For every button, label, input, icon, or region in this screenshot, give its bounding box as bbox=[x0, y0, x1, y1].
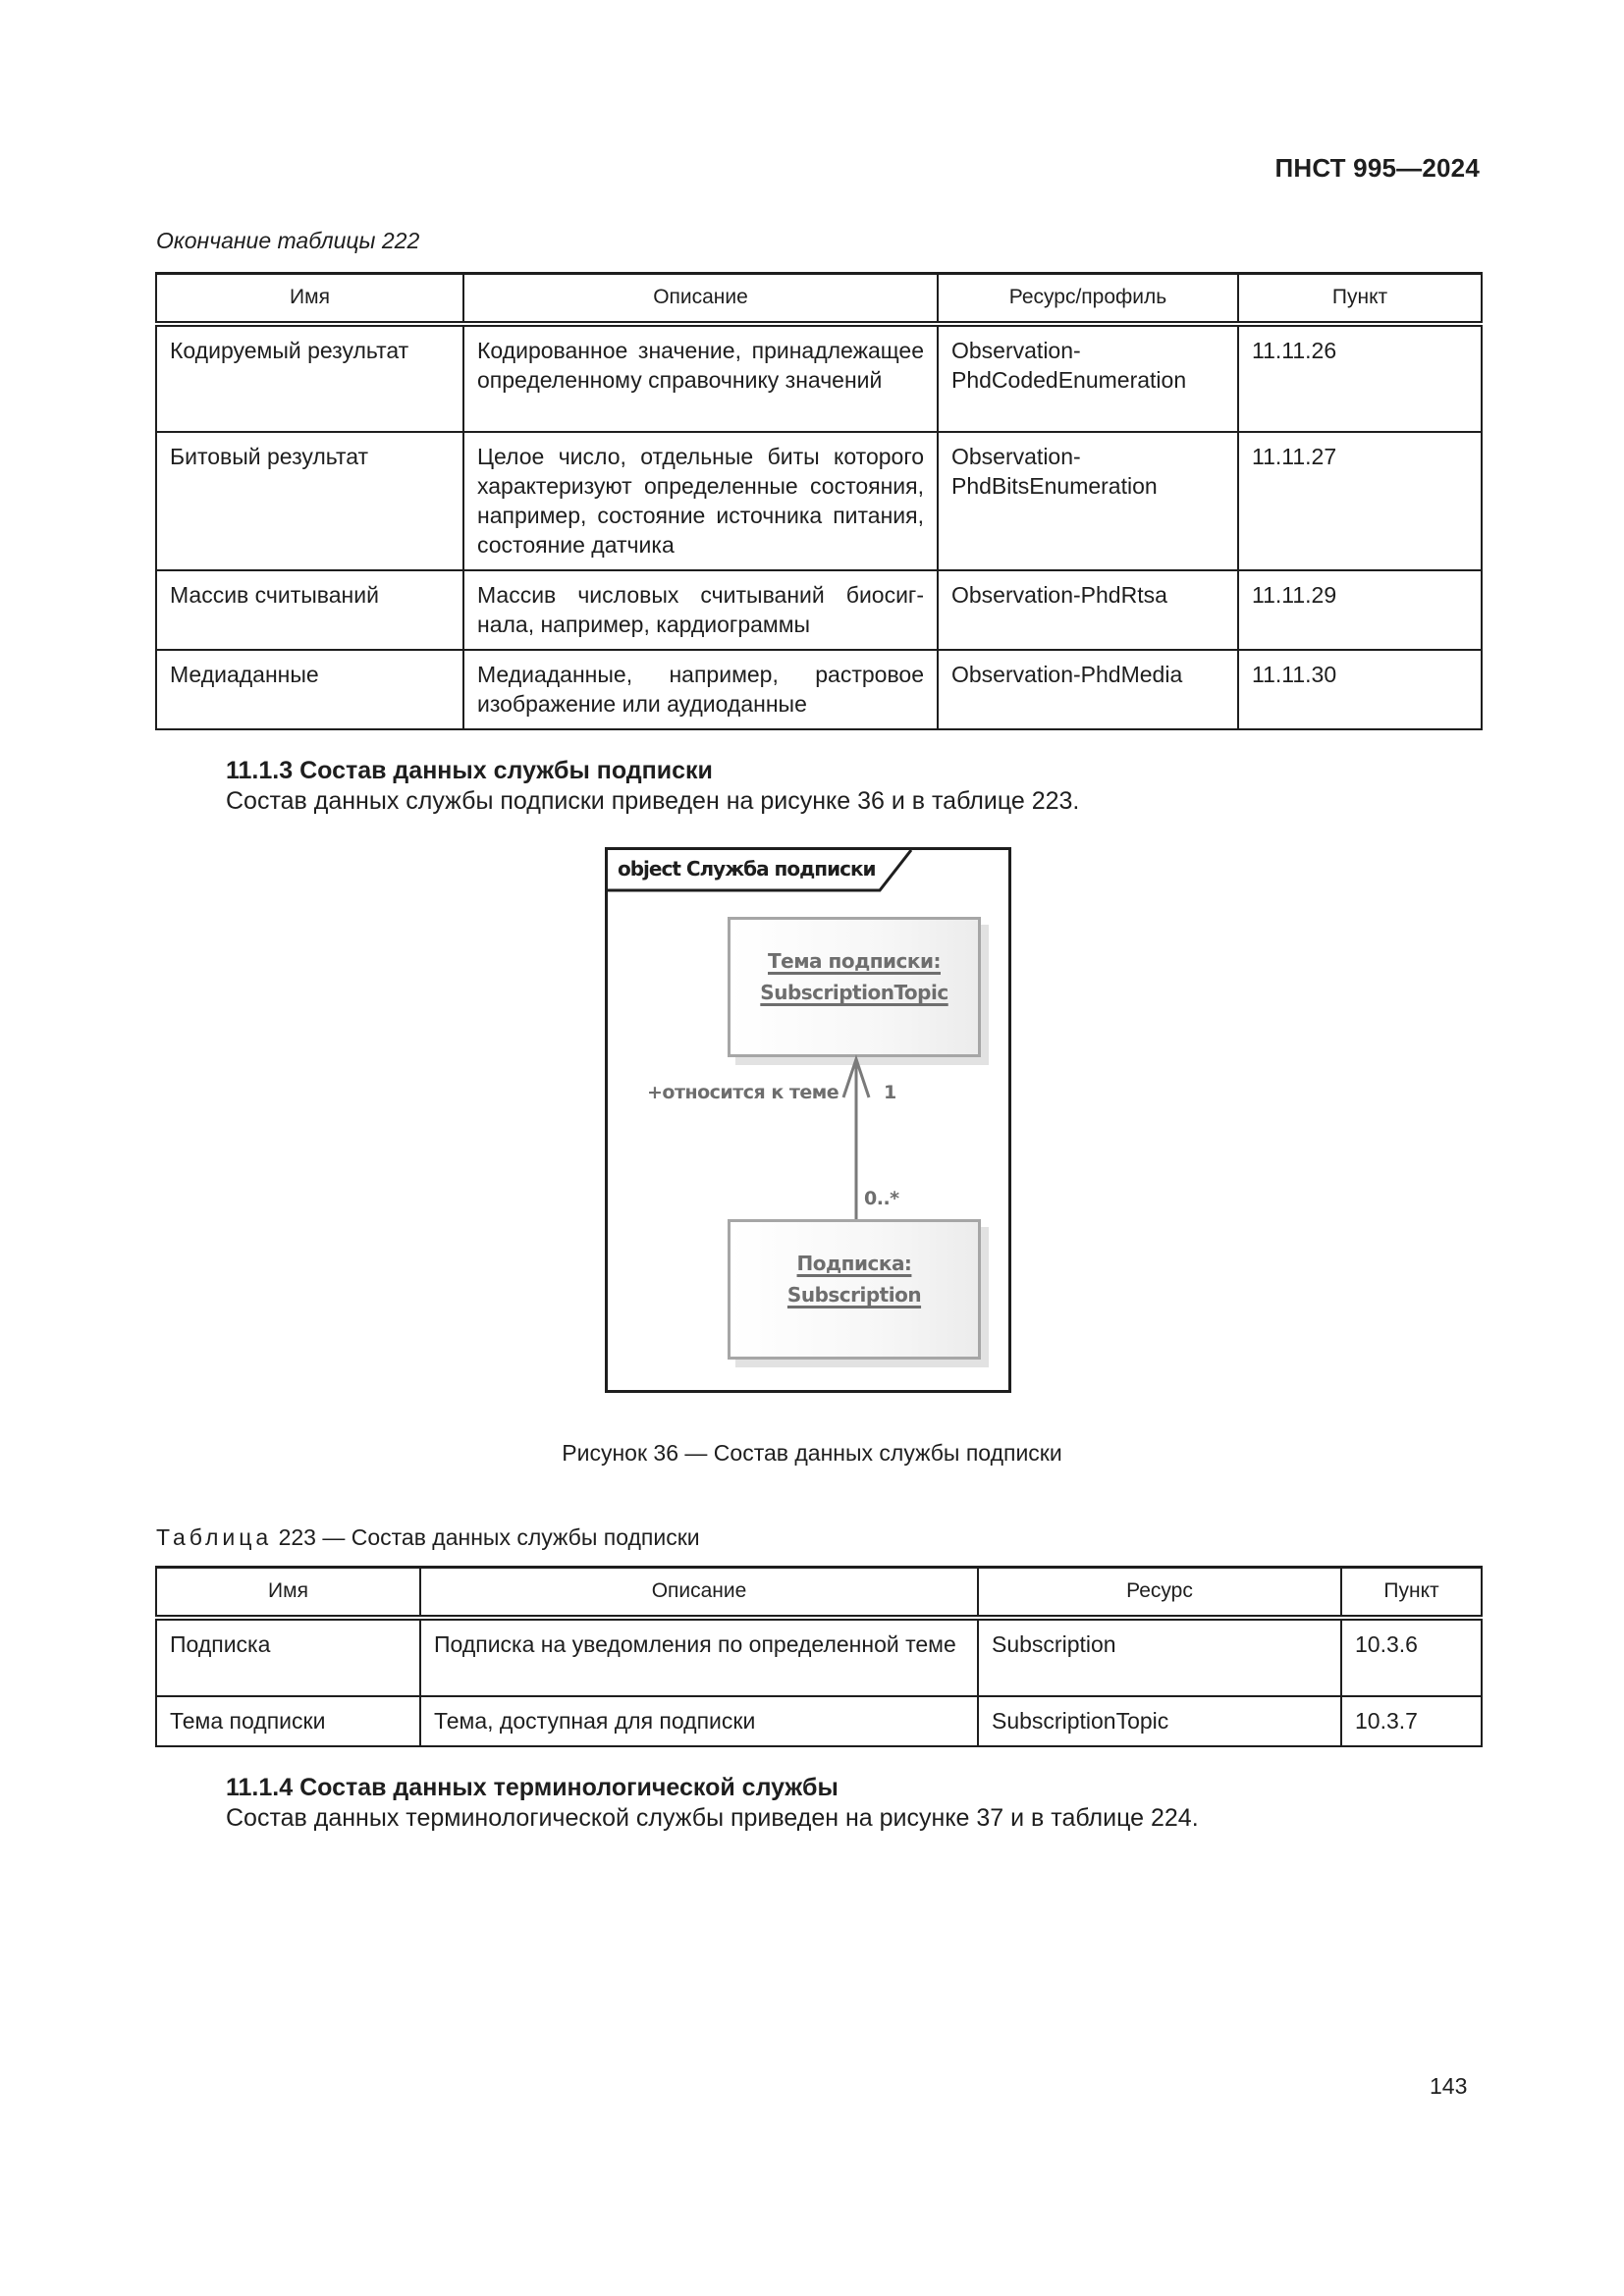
table-caption-title: 223 — Состав данных службы подписки bbox=[278, 1524, 700, 1550]
figure-caption: Рисунок 36 — Состав данных службы подписки bbox=[562, 1440, 1062, 1466]
table-header-row bbox=[156, 274, 1482, 325]
column-header-description: Описание bbox=[420, 1568, 978, 1619]
table-caption-prefix: Таблица bbox=[156, 1524, 273, 1550]
table-continuation-caption: Окончание таблицы 222 bbox=[156, 228, 420, 253]
cell-clause: 11.11.29 bbox=[1238, 570, 1482, 650]
table-header-row bbox=[156, 1568, 1482, 1619]
table-row bbox=[156, 1696, 1482, 1746]
resource-line: Observation-PhdRtsa bbox=[951, 582, 1167, 608]
cell-resource: SubscriptionTopic bbox=[978, 1696, 1341, 1746]
table-caption bbox=[156, 1524, 700, 1551]
association-arrow-icon bbox=[608, 850, 1008, 1390]
object-class-name: Subscription bbox=[786, 1283, 922, 1307]
resource-line: PhdBitsEnumeration bbox=[951, 473, 1158, 499]
cell-resource bbox=[938, 324, 1238, 432]
section-heading-11-1-3: 11.1.3 Состав данных службы подписки bbox=[226, 757, 713, 784]
cell-resource bbox=[938, 570, 1238, 650]
cell-clause: 11.11.27 bbox=[1238, 432, 1482, 570]
cell-description: Целое число, отдельные биты которого характеризуют определенные состояния, например, состояние источника питания, состояние датчика bbox=[463, 432, 938, 570]
cell-description: Медиаданные, например, растровое изображение или аудиоданные bbox=[463, 650, 938, 729]
uml-diagram-frame bbox=[605, 847, 1011, 1393]
table-row bbox=[156, 1618, 1482, 1696]
cell-name: Тема подписки bbox=[156, 1696, 420, 1746]
column-header-name: Имя bbox=[156, 1568, 420, 1619]
frame-title: object Служба подписки bbox=[618, 857, 876, 881]
table-row bbox=[156, 432, 1482, 570]
object-instance-name: Тема подписки: bbox=[768, 949, 941, 973]
document-code: ПНСТ 995—2024 bbox=[1274, 153, 1480, 183]
resource-line: Observation- bbox=[951, 444, 1081, 469]
table-row bbox=[156, 650, 1482, 729]
association-role-label: +относится к теме bbox=[647, 1082, 839, 1103]
section-heading-11-1-4: 11.1.4 Состав данных терминологической службы bbox=[226, 1774, 839, 1801]
cell-clause: 11.11.30 bbox=[1238, 650, 1482, 729]
cell-resource: Subscription bbox=[978, 1618, 1341, 1696]
column-header-name: Имя bbox=[156, 274, 463, 325]
resource-line: Observation- bbox=[951, 338, 1081, 363]
cell-resource bbox=[938, 432, 1238, 570]
table-223 bbox=[155, 1566, 1483, 1747]
cell-resource bbox=[938, 650, 1238, 729]
cell-name: Массив считываний bbox=[156, 570, 463, 650]
cell-name: Битовый результат bbox=[156, 432, 463, 570]
column-header-clause: Пункт bbox=[1341, 1568, 1482, 1619]
section-text-11-1-3: Состав данных службы подписки приведен на рисунке 36 и в таблице 223. bbox=[226, 787, 1080, 815]
cell-clause: 11.11.26 bbox=[1238, 324, 1482, 432]
section-text-11-1-4: Состав данных терминологической службы приведен на рисунке 37 и в таблице 224. bbox=[226, 1804, 1199, 1832]
cell-description: Кодированное значение, принадлежащее определенному справочнику значений bbox=[463, 324, 938, 432]
table-222 bbox=[155, 272, 1483, 730]
resource-line: PhdCodedEnumeration bbox=[951, 367, 1187, 393]
column-header-description: Описание bbox=[463, 274, 938, 325]
cell-description: Массив числовых считываний биосигнала, например, кардиограммы bbox=[463, 570, 938, 650]
cell-name: Подписка bbox=[156, 1618, 420, 1696]
resource-line: Observation-PhdMedia bbox=[951, 662, 1183, 687]
cell-name: Кодируемый результат bbox=[156, 324, 463, 432]
multiplicity-target: 1 bbox=[884, 1082, 896, 1103]
cell-name: Медиаданные bbox=[156, 650, 463, 729]
column-header-clause: Пункт bbox=[1238, 274, 1482, 325]
table-row bbox=[156, 324, 1482, 432]
object-class-name: SubscriptionTopic bbox=[760, 981, 948, 1004]
cell-description: Подписка на уведомления по определенной теме bbox=[420, 1618, 978, 1696]
page-number: 143 bbox=[1430, 2073, 1468, 2099]
object-instance-name: Подписка: bbox=[796, 1252, 912, 1275]
multiplicity-source: 0..* bbox=[864, 1188, 899, 1209]
column-header-resource-profile: Ресурс/профиль bbox=[938, 274, 1238, 325]
table-row bbox=[156, 570, 1482, 650]
cell-description: Тема, доступная для подписки bbox=[420, 1696, 978, 1746]
cell-clause: 10.3.6 bbox=[1341, 1618, 1482, 1696]
cell-clause: 10.3.7 bbox=[1341, 1696, 1482, 1746]
column-header-resource: Ресурс bbox=[978, 1568, 1341, 1619]
